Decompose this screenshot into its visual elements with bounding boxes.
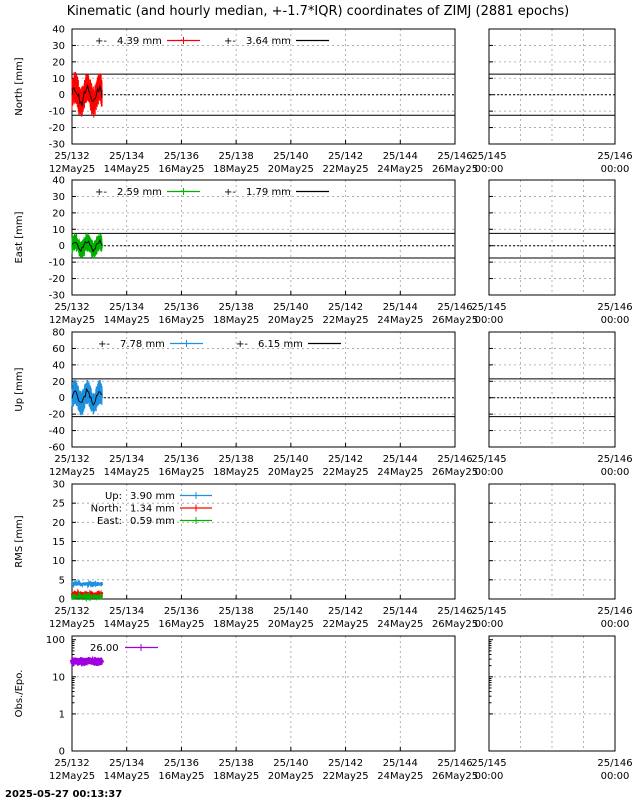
y-axis-label: East [mm] [14,211,25,264]
x-tick-label-day: 25/134 [109,151,145,162]
y-tick-label: 20 [52,517,65,529]
y-tick-label: 0 [58,746,65,758]
side-x-tick-label-time: 00:00 [474,467,504,478]
x-tick-label-date: 26May25 [431,619,479,630]
y-tick-label: 20 [52,376,65,388]
y-tick-label: 40 [52,24,65,36]
side-x-tick-label-time: 00:00 [474,771,504,782]
side-x-tick-label-day: 25/145 [471,758,507,769]
legend-symbol: +- [236,339,248,350]
x-tick-label-date: 24May25 [377,467,424,478]
y-tick-label: 25 [52,498,65,510]
x-tick-label-date: 20May25 [267,619,314,630]
x-tick-label-date: 20May25 [267,467,314,478]
x-tick-label-date: 22May25 [322,619,369,630]
x-tick-label-date: 20May25 [267,315,314,326]
x-tick-label-day: 25/144 [382,151,418,162]
rms-legend-value: 3.90 mm [130,491,175,502]
x-tick-label-day: 25/138 [218,606,254,617]
y-tick-label: 10 [52,672,65,684]
side-x-tick-label-day: 25/145 [471,151,507,162]
side-x-tick-label-time: 00:00 [474,315,504,326]
x-tick-label-date: 22May25 [322,467,369,478]
x-tick-label-day: 25/144 [382,758,418,769]
y-tick-label: -20 [48,409,65,421]
x-tick-label-day: 25/142 [327,302,364,313]
x-tick-label-day: 25/136 [163,606,200,617]
y-tick-label: -10 [48,106,65,118]
legend-symbol: +- [95,187,107,198]
side-x-tick-label-time: 00:00 [600,619,630,630]
rms-series-up [72,581,102,586]
panels-group [14,25,633,783]
x-tick-label-day: 25/142 [327,606,364,617]
x-tick-label-day: 25/140 [273,758,309,769]
x-tick-label-date: 12May25 [48,771,96,782]
x-tick-label-day: 25/144 [382,606,418,617]
x-tick-label-date: 16May25 [158,771,205,782]
x-tick-label-date: 20May25 [267,164,314,175]
y-tick-label: 40 [52,175,65,187]
side-x-tick-label-day: 25/146 [597,758,633,769]
x-tick-label-date: 18May25 [213,619,260,630]
x-tick-label-day: 25/132 [54,606,90,617]
x-tick-label-date: 22May25 [322,771,369,782]
rms-legend-value: 1.34 mm [130,503,175,515]
y-tick-label: 30 [52,40,65,52]
legend-value: 4.39 mm [117,36,162,47]
x-tick-label-day: 25/138 [218,151,254,162]
y-tick-label: -30 [48,139,65,151]
x-tick-label-day: 25/140 [273,454,309,465]
side-x-tick-label-day: 25/146 [597,454,633,465]
y-tick-label: 80 [52,327,65,339]
side-plot-frame [489,484,615,599]
x-tick-label-day: 25/134 [109,606,145,617]
side-x-tick-label-time: 00:00 [600,467,630,478]
y-tick-label: 1 [58,709,65,721]
side-x-tick-label-day: 25/146 [597,606,633,617]
x-tick-label-date: 18May25 [213,315,260,326]
legend-value: 1.79 mm [246,187,291,198]
y-tick-label: -20 [48,123,65,135]
x-tick-label-day: 25/144 [382,302,418,313]
x-tick-label-date: 14May25 [103,771,150,782]
legend-value: 7.78 mm [120,339,165,350]
x-tick-label-day: 25/146 [437,454,473,465]
x-tick-label-day: 25/132 [54,758,90,769]
y-axis-label: North [mm] [14,57,25,116]
legend-value: 2.59 mm [117,187,162,198]
x-tick-label-date: 18May25 [213,771,260,782]
figure-title: Kinematic (and hourly median, +-1.7*IQR) coordinates of ZIMJ (2881 epochs) [66,4,570,19]
y-axis-label: Obs./Epo. [14,669,25,718]
x-tick-label-date: 26May25 [431,315,479,326]
x-tick-label-day: 25/142 [327,454,364,465]
x-tick-label-day: 25/136 [163,151,200,162]
side-x-tick-label-time: 00:00 [600,771,630,782]
y-tick-label: 10 [52,556,65,568]
x-tick-label-date: 12May25 [48,164,96,175]
y-tick-label: -60 [48,442,65,454]
x-tick-label-date: 22May25 [322,315,369,326]
side-plot-frame [489,180,615,295]
x-tick-label-day: 25/146 [437,302,473,313]
x-tick-label-day: 25/146 [437,151,473,162]
side-x-tick-label-time: 00:00 [600,315,630,326]
x-tick-label-day: 25/140 [273,151,309,162]
x-tick-label-date: 16May25 [158,164,205,175]
legend-symbol: +- [98,339,110,350]
x-tick-label-date: 14May25 [103,467,150,478]
y-tick-label: 0 [58,241,65,253]
panel-east [14,176,633,327]
x-tick-label-date: 16May25 [158,315,205,326]
x-tick-label-date: 16May25 [158,619,205,630]
x-tick-label-date: 24May25 [377,164,424,175]
panel-up [14,328,633,479]
side-x-tick-label-day: 25/145 [471,454,507,465]
y-tick-label: 20 [52,57,65,69]
x-tick-label-date: 12May25 [48,467,96,478]
rms-legend-label: North: [90,503,122,515]
y-tick-label: 15 [52,537,65,548]
panel-rms [14,480,633,631]
x-tick-label-day: 25/144 [382,454,418,465]
y-tick-label: 30 [52,479,65,491]
side-x-tick-label-time: 00:00 [600,164,630,175]
panel-obs [14,635,633,782]
side-x-tick-label-day: 25/145 [471,302,507,313]
legend-value: 6.15 mm [258,339,303,350]
x-tick-label-day: 25/136 [163,302,200,313]
x-tick-label-date: 24May25 [377,315,424,326]
side-x-tick-label-time: 00:00 [474,619,504,630]
y-tick-label: 0 [58,393,65,405]
x-tick-label-date: 26May25 [431,164,479,175]
panel-north [14,25,633,176]
y-tick-label: 100 [45,635,65,647]
x-tick-label-day: 25/142 [327,151,364,162]
x-tick-label-day: 25/136 [163,454,200,465]
x-tick-label-date: 20May25 [267,771,314,782]
legend-value: 3.64 mm [246,36,291,47]
y-tick-label: 60 [52,343,65,355]
x-tick-label-day: 25/142 [327,758,364,769]
x-tick-label-day: 25/146 [437,606,473,617]
x-tick-label-day: 25/146 [437,758,473,769]
y-tick-label: -10 [48,257,65,269]
y-tick-label: 5 [58,575,65,587]
y-tick-label: 40 [52,360,65,372]
side-plot-frame [489,29,615,144]
y-tick-label: -20 [48,274,65,286]
x-tick-label-date: 18May25 [213,164,260,175]
side-plot-frame [489,636,615,751]
x-tick-label-date: 16May25 [158,467,205,478]
obs-legend-value: 26.00 [90,643,119,654]
y-axis-label: RMS [mm] [14,515,25,568]
x-tick-label-date: 14May25 [103,164,150,175]
y-tick-label: 10 [52,73,65,85]
side-x-tick-label-day: 25/145 [471,606,507,617]
x-tick-label-day: 25/134 [109,454,145,465]
side-x-tick-label-day: 25/146 [597,302,633,313]
y-axis-label: Up [mm] [14,367,25,412]
x-tick-label-day: 25/134 [109,302,145,313]
rms-legend-label: East: [97,516,122,527]
x-tick-label-date: 26May25 [431,771,479,782]
x-tick-label-day: 25/138 [218,302,254,313]
y-tick-label: -30 [48,290,65,302]
main-plot-frame [72,636,455,751]
y-tick-label: 20 [52,208,65,220]
x-tick-label-date: 24May25 [377,771,424,782]
generation-timestamp: 2025-05-27 00:13:37 [5,789,123,800]
x-tick-label-date: 24May25 [377,619,424,630]
x-tick-label-day: 25/132 [54,151,90,162]
x-tick-label-date: 22May25 [322,164,369,175]
x-tick-label-day: 25/140 [273,302,309,313]
x-tick-label-day: 25/138 [218,454,254,465]
x-tick-label-day: 25/138 [218,758,254,769]
x-tick-label-date: 12May25 [48,619,96,630]
side-plot-frame [489,332,615,447]
y-tick-label: 30 [52,191,65,203]
rms-legend-value: 0.59 mm [130,516,175,527]
y-tick-label: 0 [58,594,65,606]
x-tick-label-day: 25/132 [54,302,90,313]
legend-symbol: +- [95,36,107,47]
x-tick-label-date: 26May25 [431,467,479,478]
side-x-tick-label-time: 00:00 [474,164,504,175]
legend-symbol: +- [224,36,236,47]
y-tick-label: 10 [52,224,65,236]
x-tick-label-day: 25/132 [54,454,90,465]
y-tick-label: 0 [58,90,65,102]
x-tick-label-date: 14May25 [103,315,150,326]
x-tick-label-date: 18May25 [213,467,260,478]
legend-symbol: +- [224,187,236,198]
side-x-tick-label-day: 25/146 [597,151,633,162]
x-tick-label-day: 25/140 [273,606,309,617]
x-tick-label-day: 25/136 [163,758,200,769]
x-tick-label-date: 12May25 [48,315,96,326]
y-tick-label: -40 [48,426,65,438]
x-tick-label-date: 14May25 [103,619,150,630]
x-tick-label-day: 25/134 [109,758,145,769]
rms-legend-label: Up: [104,491,122,502]
